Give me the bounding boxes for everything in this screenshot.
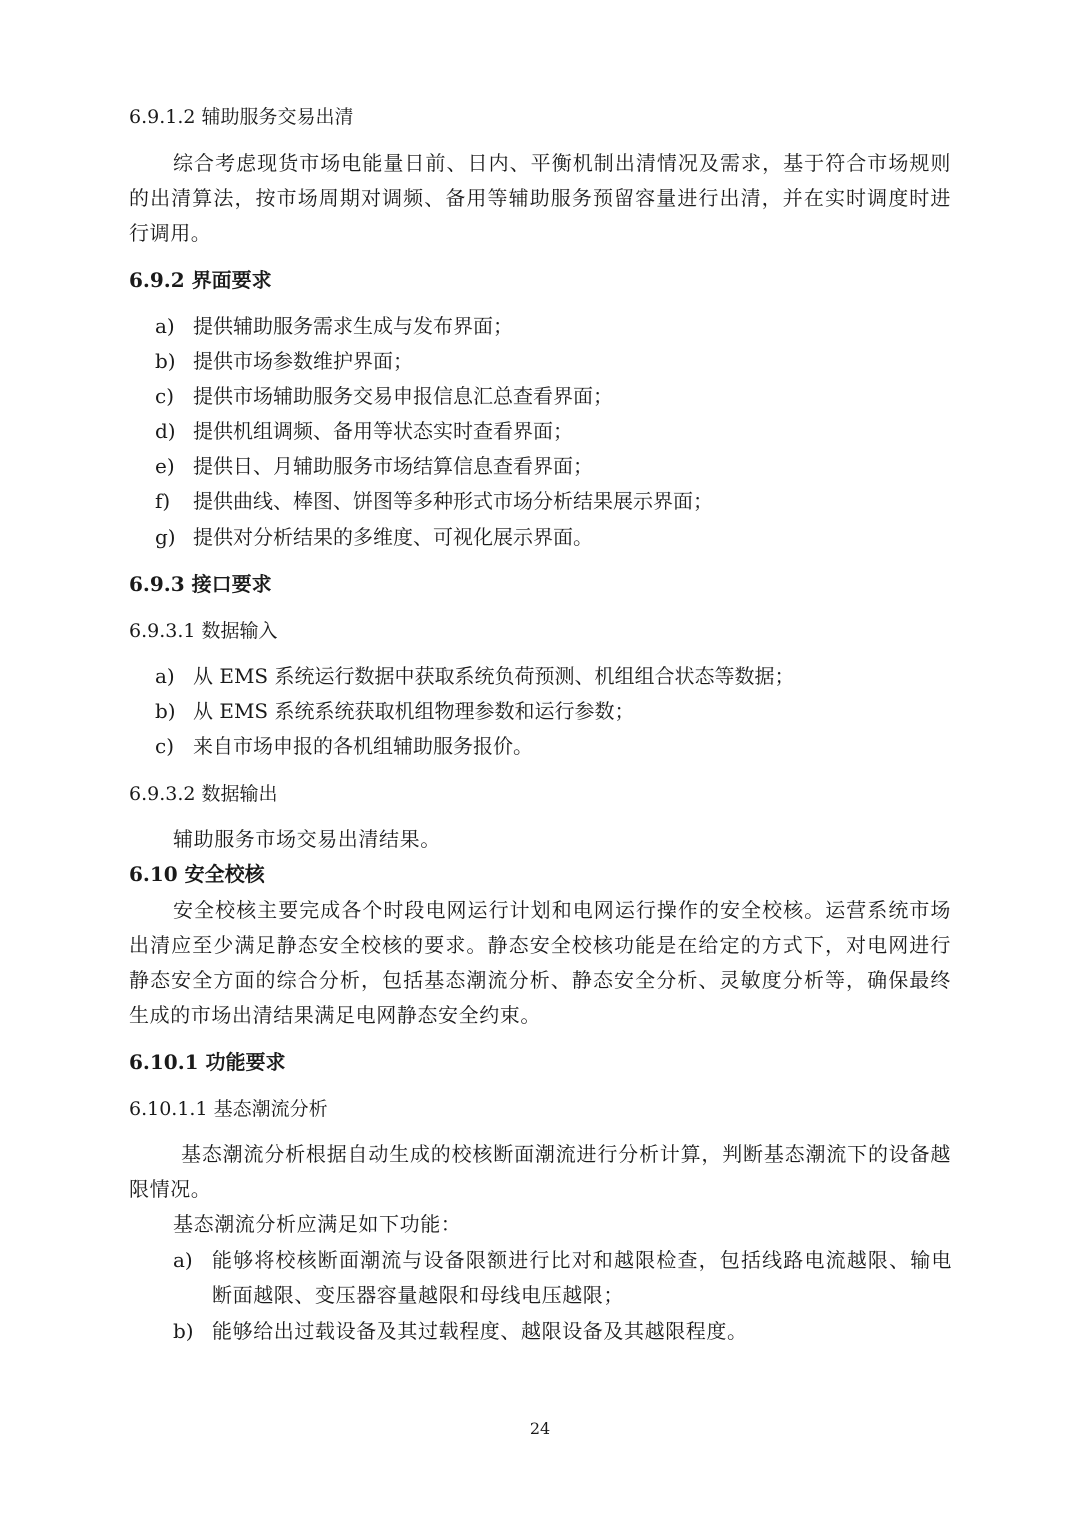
- heading-6-10: 6.10 安全校核: [129, 862, 265, 886]
- heading-6-9-3: 6.9.3 接口要求: [129, 572, 272, 596]
- list-item-text: 提供曲线、棒图、饼图等多种形式市场分析结果展示界面；: [193, 489, 713, 513]
- heading-6-9-2: 6.9.2 界面要求: [129, 268, 272, 292]
- paragraph-base-flow-functions: 基态潮流分析应满足如下功能：: [173, 1212, 462, 1236]
- heading-6-10-1: 6.10.1 功能要求: [129, 1050, 286, 1074]
- heading-6-9-3-1: 6.9.3.1 数据输入: [129, 620, 278, 642]
- list-item-label: e): [155, 454, 175, 478]
- list-item-label: b): [155, 699, 176, 723]
- list-item-text: 提供日、月辅助服务市场结算信息查看界面；: [193, 454, 593, 478]
- list-item-text: 能够将校核断面潮流与设备限额进行比对和越限检查，包括线路电流越限、输电断面越限、变压器容量越限和母线电压越限；: [212, 1248, 952, 1307]
- list-item-text: 提供机组调频、备用等状态实时查看界面；: [193, 419, 573, 443]
- list-item-text: 从 EMS 系统运行数据中获取系统负荷预测、机组组合状态等数据；: [193, 664, 795, 688]
- heading-6-9-1-2: 6.9.1.2 辅助服务交易出清: [129, 106, 354, 128]
- paragraph-base-flow: 基态潮流分析根据自动生成的校核断面潮流进行分析计算，判断基态潮流下的设备越限情况。: [129, 1142, 951, 1201]
- list-item-label: c): [155, 734, 175, 758]
- list-item-text: 从 EMS 系统系统获取机组物理参数和运行参数；: [193, 699, 635, 723]
- list-item-label: a): [173, 1248, 193, 1272]
- paragraph-security-check: 安全校核主要完成各个时段电网运行计划和电网运行操作的安全校核。运营系统市场出清应至少满足静态安全校核的要求。静态安全校核功能是在给定的方式下，对电网进行静态安全方面的综合分析，包括基态潮流分析、静态安全分析、灵敏度分析等，确保最终生成的市场出清结果满足电网静态安全约束。: [129, 898, 951, 1027]
- heading-6-10-1-1: 6.10.1.1 基态潮流分析: [129, 1098, 328, 1120]
- page-number: 24: [529, 1419, 551, 1438]
- list-item-label: g): [155, 525, 176, 549]
- list-item-label: d): [155, 419, 176, 443]
- heading-6-9-3-2: 6.9.3.2 数据输出: [129, 783, 278, 805]
- list-item-label: b): [155, 349, 176, 373]
- list-item: [173, 1314, 952, 1349]
- list-item-label: c): [155, 384, 175, 408]
- list-item-text: 提供市场辅助服务交易申报信息汇总查看界面；: [193, 384, 613, 408]
- paragraph-data-output: 辅助服务市场交易出清结果。: [173, 827, 441, 851]
- list-item-text: 来自市场申报的各机组辅助服务报价。: [193, 734, 533, 758]
- list-item-text: 提供对分析结果的多维度、可视化展示界面。: [193, 525, 593, 549]
- list-item-text: 能够给出过载设备及其过载程度、越限设备及其越限程度。: [212, 1319, 748, 1343]
- list-item-text: 提供市场参数维护界面；: [193, 349, 413, 373]
- list-item-label: a): [155, 314, 175, 338]
- list-item-label: f): [155, 489, 171, 513]
- list-item-text: 提供辅助服务需求生成与发布界面；: [193, 314, 513, 338]
- list-item-label: b): [173, 1319, 194, 1343]
- paragraph-auxiliary-clearing: 综合考虑现货市场电能量日前、日内、平衡机制出清情况及需求，基于符合市场规则的出清算法，按市场周期对调频、备用等辅助服务预留容量进行出清，并在实时调度时进行调用。: [129, 151, 951, 245]
- list-item-label: a): [155, 664, 175, 688]
- list-item: [173, 1243, 952, 1313]
